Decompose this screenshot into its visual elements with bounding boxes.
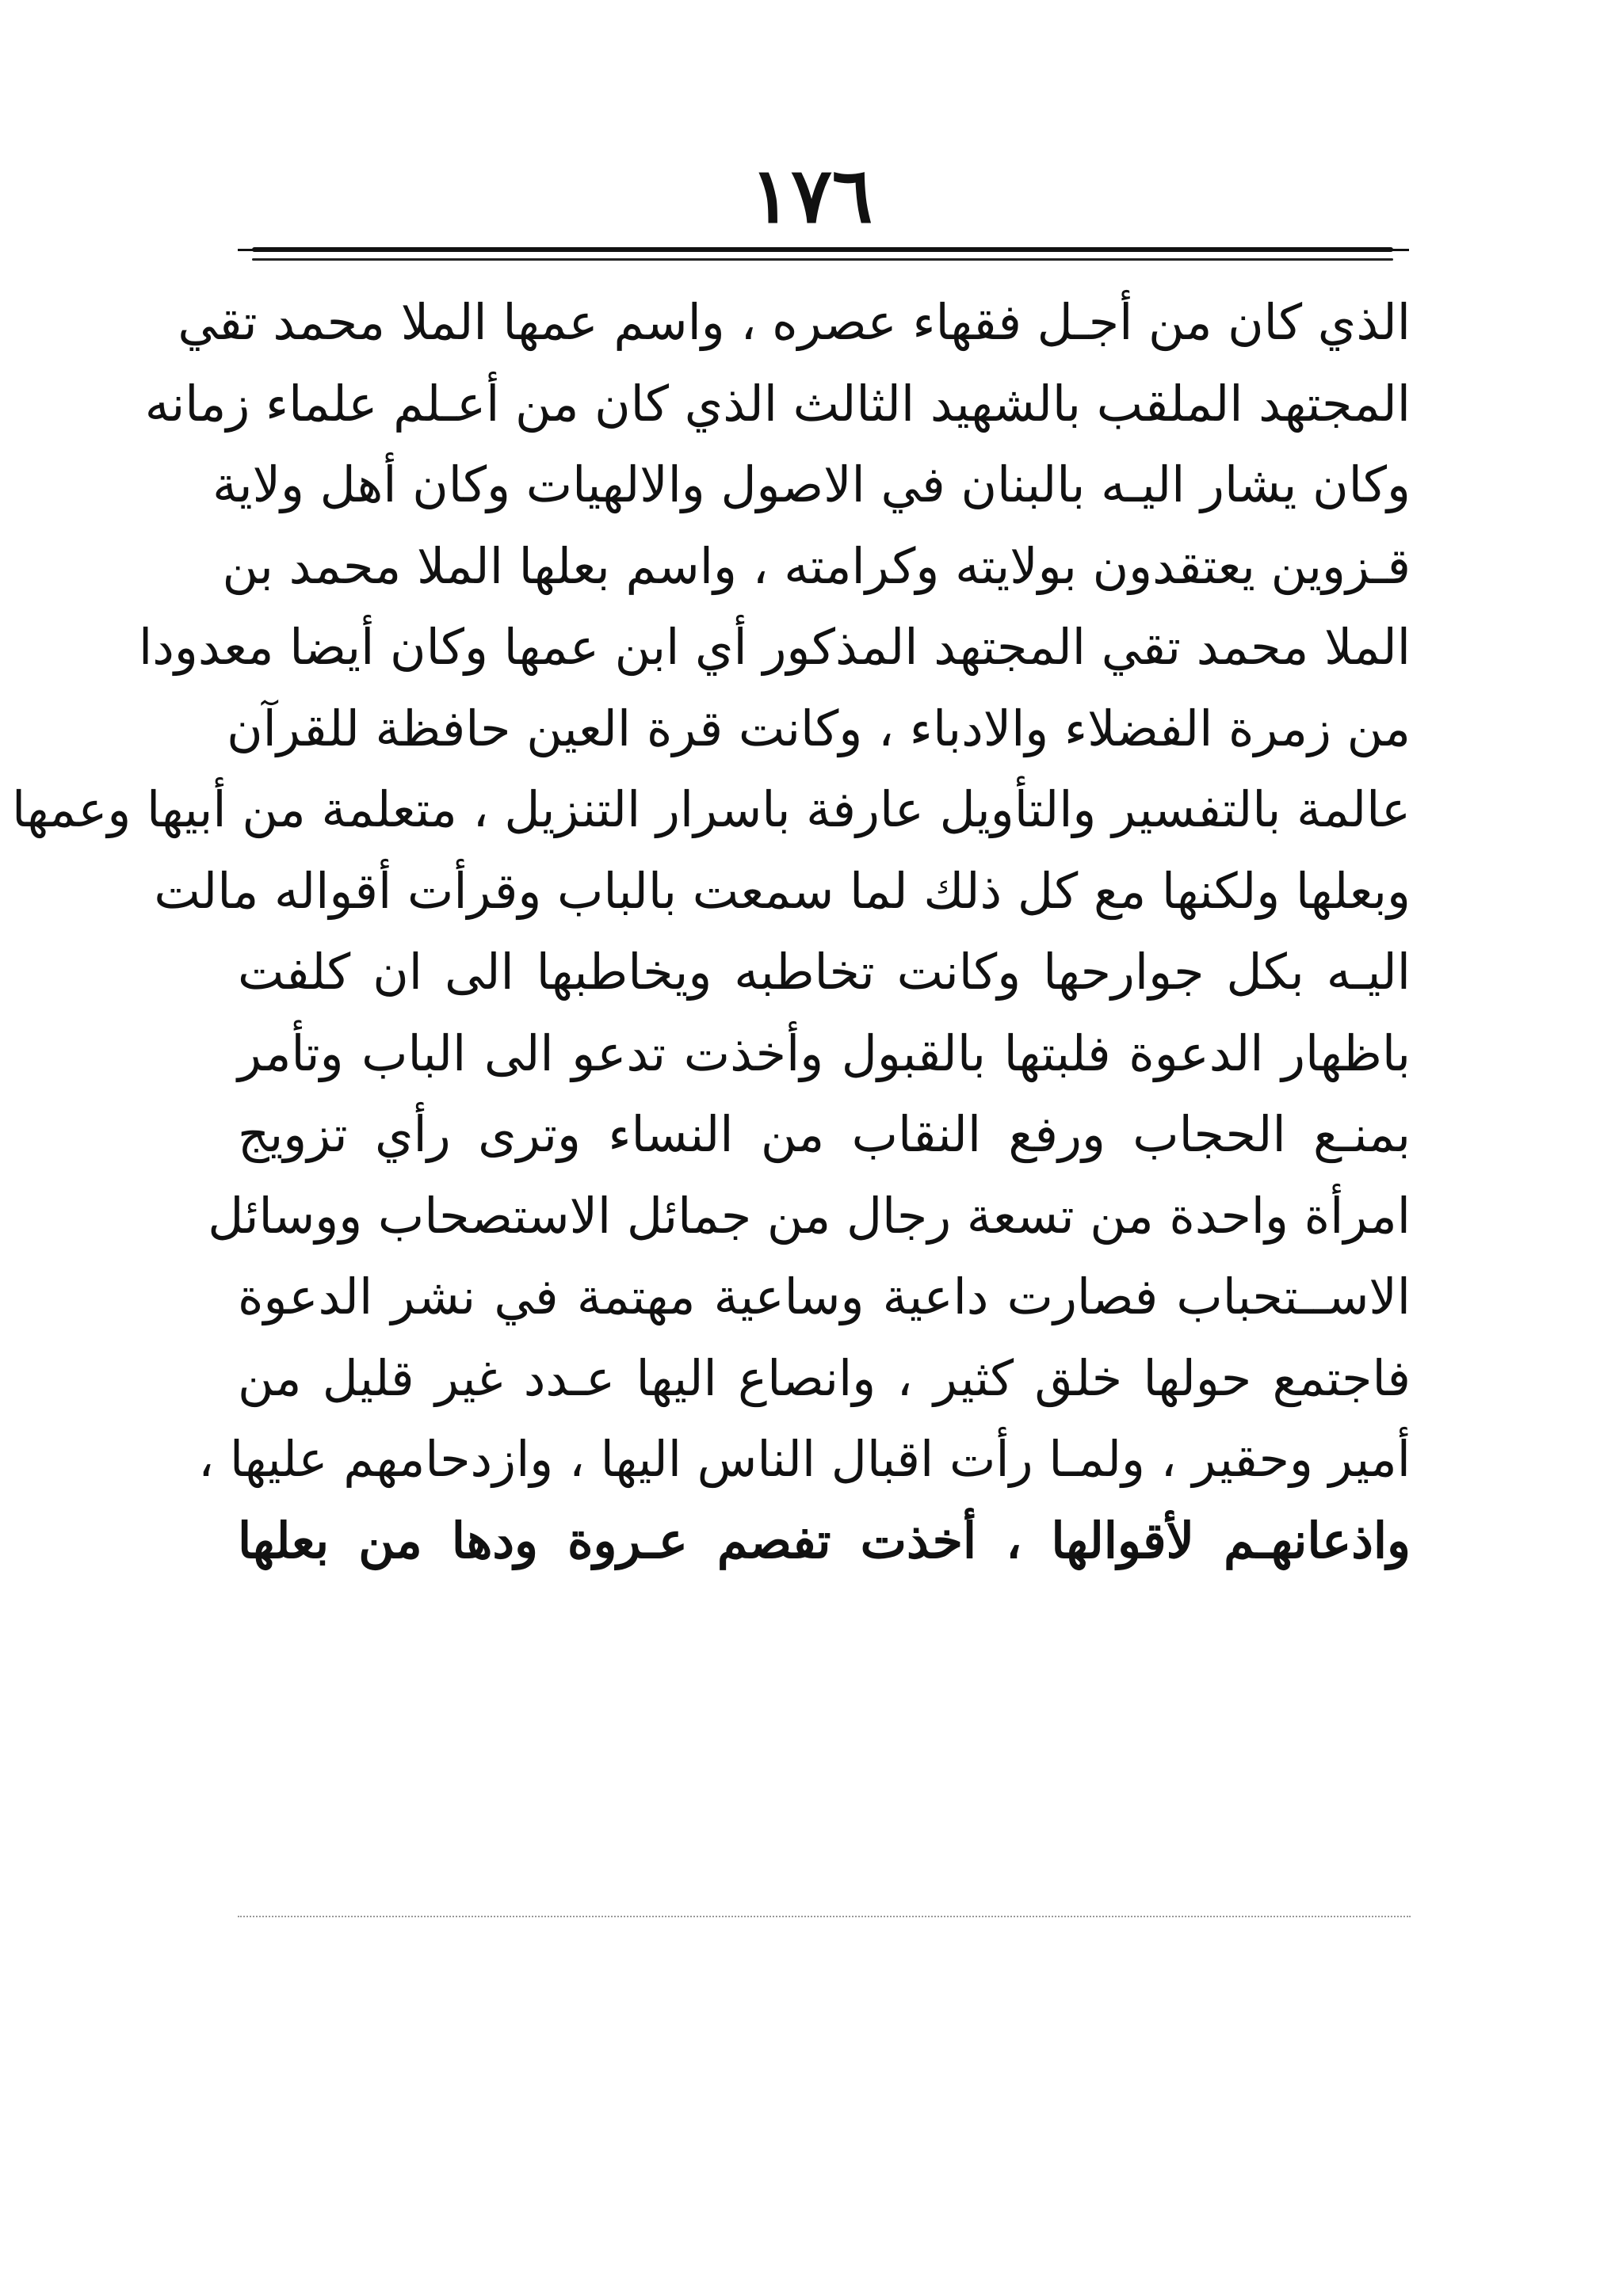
text-line-13: الاســتحباب فصارت داعية وساعية مهتمة في نشر الدعوة xyxy=(238,1268,1411,1325)
page-number: ١٧٦ xyxy=(750,151,873,240)
text-line-14: فاجتمع حولها خلق كثير ، وانصاع اليها عـدد غير قليل من xyxy=(238,1348,1411,1407)
text-line-5: الملا محمد تقي المجتهد المذكور أي ابن عمها وكان أيضا معدودا xyxy=(139,618,1411,676)
text-line-6: من زمرة الفضلاء والادباء ، وكانت قرة العين حافظة للقرآن xyxy=(227,699,1411,757)
text-line-10: باظهار الدعوة فلبتها بالقبول وأخذت تدعو الى الباب وتأمر xyxy=(238,1024,1411,1082)
text-line-11: بمنـع الحجاب ورفع النقاب من النساء وترى رأي تزويج xyxy=(238,1105,1411,1163)
header-rule-right-tip xyxy=(1388,249,1409,251)
text-line-3: وكان يشار اليـه بالبنان في الاصول والالهيات وكان أهل ولاية xyxy=(212,456,1411,513)
body-text xyxy=(12,282,1411,1581)
text-line-4: قـزوين يعتقدون بولايته وكرامته ، واسم بعلها الملا محمد بن xyxy=(222,536,1411,595)
text-line-8: وبعلها ولكنها مع كل ذلك لما سمعت بالباب وقرأت أقواله مالت xyxy=(154,861,1411,920)
text-line-15: أمير وحقير ، ولمـا رأت اقبال الناس اليها ، وازدحامهم عليها ، xyxy=(198,1430,1411,1488)
text-line-7: عالمة بالتفسير والتأويل عارفة باسرار التنزيل ، متعلمة من أبيها وعمها xyxy=(12,780,1411,838)
text-line-2: المجتهد الملقب بالشهيد الثالث الذي كان من أعـلم علماء زمانه xyxy=(144,374,1411,433)
text-line-9: اليـه بكل جوارحها وكانت تخاطبه ويخاطبها الى ان كلفت xyxy=(238,943,1411,1001)
text-line-1: الذي كان من أجـل فقهاء عصره ، واسم عمها الملا محمد تقي xyxy=(178,293,1411,351)
header-rule-thick xyxy=(252,247,1393,252)
header-rule-thin xyxy=(252,258,1393,261)
text-line-12: امرأة واحدة من تسعة رجال من جمائل الاستصحاب ووسائل xyxy=(208,1186,1411,1245)
text-line-16: واذعانهـم لأقوالها ، أخذت تفصم عـروة ودها من بعلها xyxy=(238,1511,1411,1569)
bottom-dotted-edge xyxy=(238,1916,1411,1917)
